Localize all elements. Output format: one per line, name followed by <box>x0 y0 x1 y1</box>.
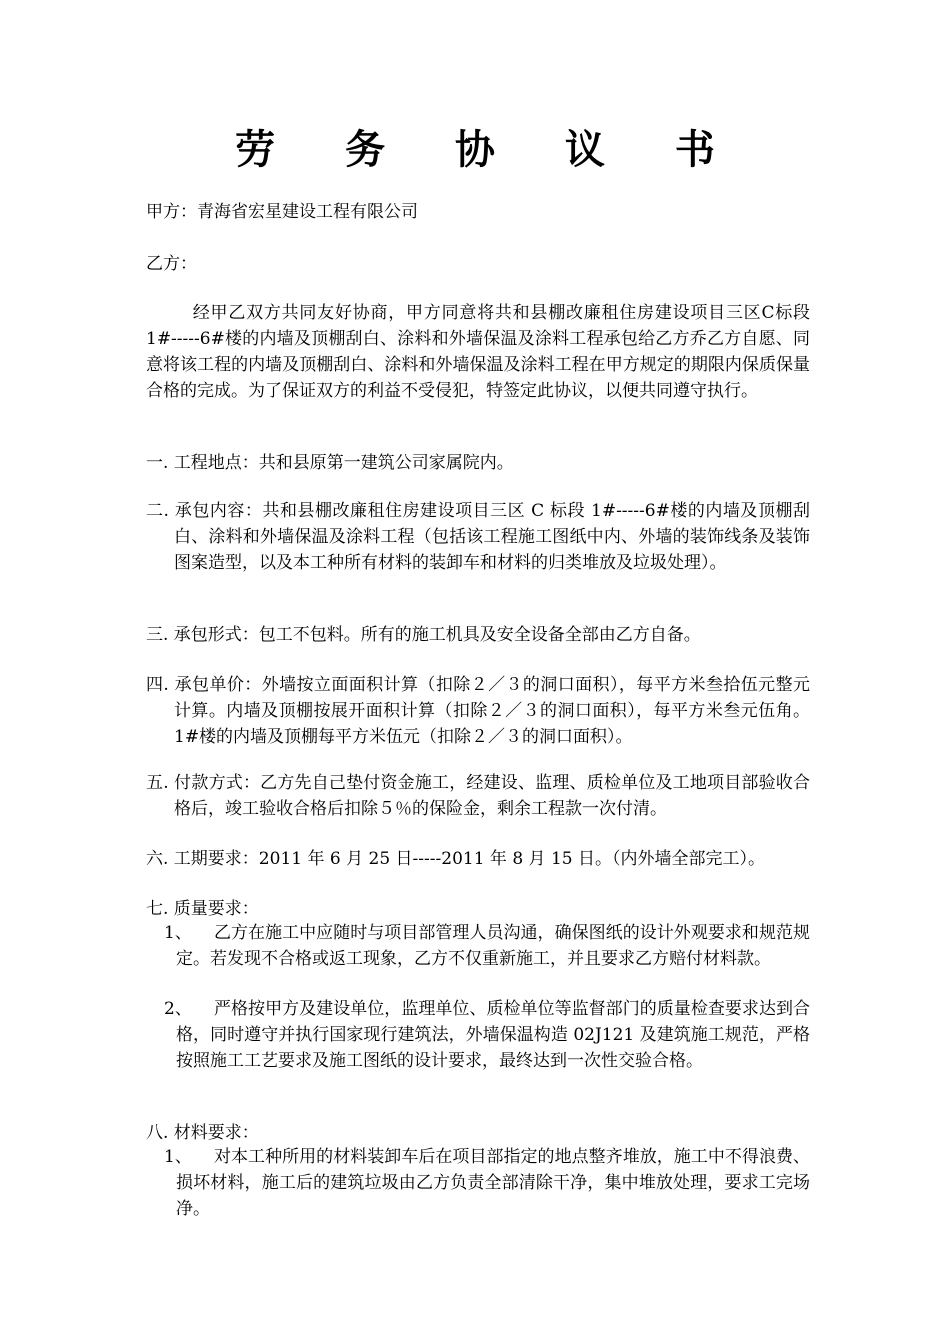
material-item <box>146 1144 810 1222</box>
quality-item-text: 乙方在施工中应随时与项目部管理人员沟通，确保图纸的设计外观要求和规范规定。若发现不合格或返工现象，乙方不仅重新施工，并且要求乙方赔付材料款。 <box>176 923 810 969</box>
quality-item-text: 严格按甲方及建设单位，监理单位、质检单位等监督部门的质量检查要求达到合格，同时遵守并执行国家现行建筑法，外墙保温构造 02J121 及建筑施工规范，严格按照施工工艺要求及施工图纸的设计要求，最终达到一次性交验合格。 <box>176 999 810 1071</box>
section-contract-form <box>146 622 810 648</box>
section-location-text: 一. 工程地点：共和县原第一建筑公司家属院内。 <box>146 453 514 473</box>
section-payment <box>146 770 810 822</box>
party-a-line: 甲方：青海省宏星建设工程有限公司 <box>146 202 418 222</box>
section-materials <box>146 1120 810 1146</box>
section-unit-price <box>146 672 810 750</box>
intro-text: 经甲乙双方共同友好协商，甲方同意将共和县棚改廉租住房建设项目三区C标段1#-----6#楼的内墙及顶棚刮白、涂料和外墙保温及涂料工程承包给乙方乔乙方自愿、同意将该工程的内墙及顶棚刮白、涂料和外墙保温及涂料工程在甲方规定的期限内保质保量合格的完成。为了保证双方的利益不受侵犯，特签定此协议，以便共同遵守执行。 <box>146 303 810 401</box>
quality-item <box>146 920 810 972</box>
party-b-line: 乙方： <box>146 254 197 274</box>
section-schedule-text: 六. 工期要求：2011 年 6 月 25 日-----2011 年 8 月 15 日。（内外墙全部完工）。 <box>146 849 765 869</box>
section-location <box>146 450 810 476</box>
section-quality <box>146 896 810 922</box>
intro-paragraph <box>146 300 810 404</box>
section-materials-text: 八. 材料要求： <box>146 1123 259 1143</box>
material-item-number: 1、 <box>164 1147 192 1167</box>
quality-item-number: 1、 <box>164 923 192 943</box>
quality-item <box>146 996 810 1074</box>
section-scope-text: 二. 承包内容：共和县棚改廉租住房建设项目三区 C 标段 1#-----6#楼的内墙及顶棚刮白、涂料和外墙保温及涂料工程（包括该工程施工图纸中内、外墙的装饰线条及装饰图案造型，以及本工种所有材料的装卸车和材料的归类堆放及垃圾处理）。 <box>146 501 810 573</box>
section-schedule <box>146 846 810 872</box>
section-contract-form-text: 三. 承包形式：包工不包料。所有的施工机具及安全设备全部由乙方自备。 <box>146 625 701 645</box>
section-quality-text: 七. 质量要求： <box>146 899 259 919</box>
quality-item-number: 2、 <box>164 999 192 1019</box>
material-item-text: 对本工种所用的材料装卸车后在项目部指定的地点整齐堆放，施工中不得浪费、损坏材料，施工后的建筑垃圾由乙方负责全部清除干净，集中堆放处理，要求工完场净。 <box>176 1147 810 1219</box>
section-scope <box>146 498 810 576</box>
document-title: 劳 务 协 议 书 <box>235 126 743 173</box>
section-payment-text: 五. 付款方式：乙方先自己垫付资金施工，经建设、监理、质检单位及工地项目部验收合格后，竣工验收合格后扣除５％的保险金，剩余工程款一次付清。 <box>146 773 810 819</box>
section-unit-price-text: 四. 承包单价：外墙按立面面积计算（扣除２／３的洞口面积），每平方米叁拾伍元整元计算。内墙及顶棚按展开面积计算（扣除２／３的洞口面积），每平方米叁元伍角。1#楼的内墙及顶棚每平方米伍元（扣除２／３的洞口面积）。 <box>146 675 810 747</box>
